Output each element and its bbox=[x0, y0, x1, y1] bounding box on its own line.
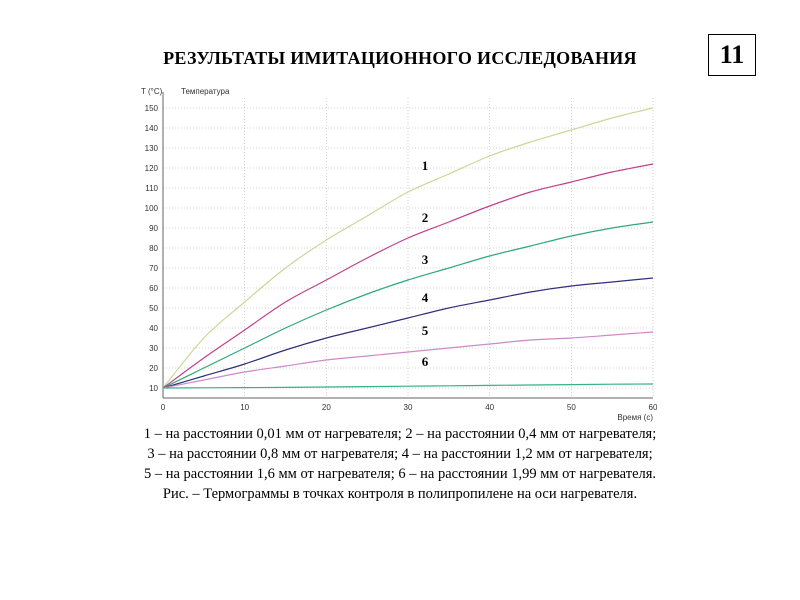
y-tick-label: 50 bbox=[149, 304, 158, 313]
y-tick-label: 30 bbox=[149, 344, 158, 353]
series-label-1: 1 bbox=[421, 158, 429, 173]
series-label-4: 4 bbox=[421, 290, 429, 305]
figure-caption bbox=[20, 424, 780, 504]
x-tick-label: 40 bbox=[485, 403, 495, 412]
y-tick-label: 110 bbox=[145, 184, 158, 193]
y-axis-label: T (°C) bbox=[141, 87, 163, 96]
y-tick-label: 120 bbox=[144, 164, 158, 173]
y-tick-label: 100 bbox=[144, 204, 158, 213]
y-tick-label: 60 bbox=[149, 284, 158, 293]
y-axis-name: Температура bbox=[181, 87, 230, 96]
y-tick-label: 70 bbox=[149, 264, 158, 273]
x-tick-label: 20 bbox=[321, 403, 331, 412]
x-axis-label: Время (с) bbox=[617, 413, 653, 422]
y-tick-label: 10 bbox=[149, 384, 158, 393]
y-tick-label: 40 bbox=[149, 324, 158, 333]
series-label-3: 3 bbox=[421, 252, 429, 267]
y-tick-label: 80 bbox=[149, 244, 158, 253]
y-tick-label: 90 bbox=[149, 224, 158, 233]
x-tick-label: 60 bbox=[648, 403, 658, 412]
x-tick-label: 0 bbox=[160, 403, 166, 412]
x-tick-label: 10 bbox=[240, 403, 250, 412]
slide-title: РЕЗУЛЬТАТЫ ИМИТАЦИОННОГО ИССЛЕДОВАНИЯ bbox=[163, 48, 637, 68]
series-label-2: 2 bbox=[421, 210, 429, 225]
y-tick-label: 140 bbox=[144, 124, 158, 133]
series-label-5: 5 bbox=[421, 323, 429, 338]
caption-line-1: 1 – на расстоянии 0,01 мм от нагревателя; 2 – на расстоянии 0,4 мм от нагревателя; bbox=[143, 426, 657, 442]
series-label-6: 6 bbox=[421, 354, 429, 369]
caption-line-4: Рис. – Термограммы в точках контроля в полипропилене на оси нагревателя. bbox=[162, 486, 638, 502]
y-tick-label: 150 bbox=[144, 104, 158, 113]
y-tick-label: 20 bbox=[149, 364, 158, 373]
chart-svg bbox=[125, 80, 665, 425]
temperature-chart bbox=[125, 80, 665, 425]
caption-line-2: 3 – на расстоянии 0,8 мм от нагревателя; 4 – на расстоянии 1,2 мм от нагревателя; bbox=[147, 446, 653, 462]
x-tick-label: 50 bbox=[566, 403, 576, 412]
y-tick-label: 130 bbox=[144, 144, 158, 153]
slide-number-badge: 11 bbox=[708, 34, 756, 76]
caption-line-3: 5 – на расстоянии 1,6 мм от нагревателя; 6 – на расстоянии 1,99 мм от нагревателя. bbox=[143, 466, 657, 482]
x-tick-label: 30 bbox=[403, 403, 413, 412]
